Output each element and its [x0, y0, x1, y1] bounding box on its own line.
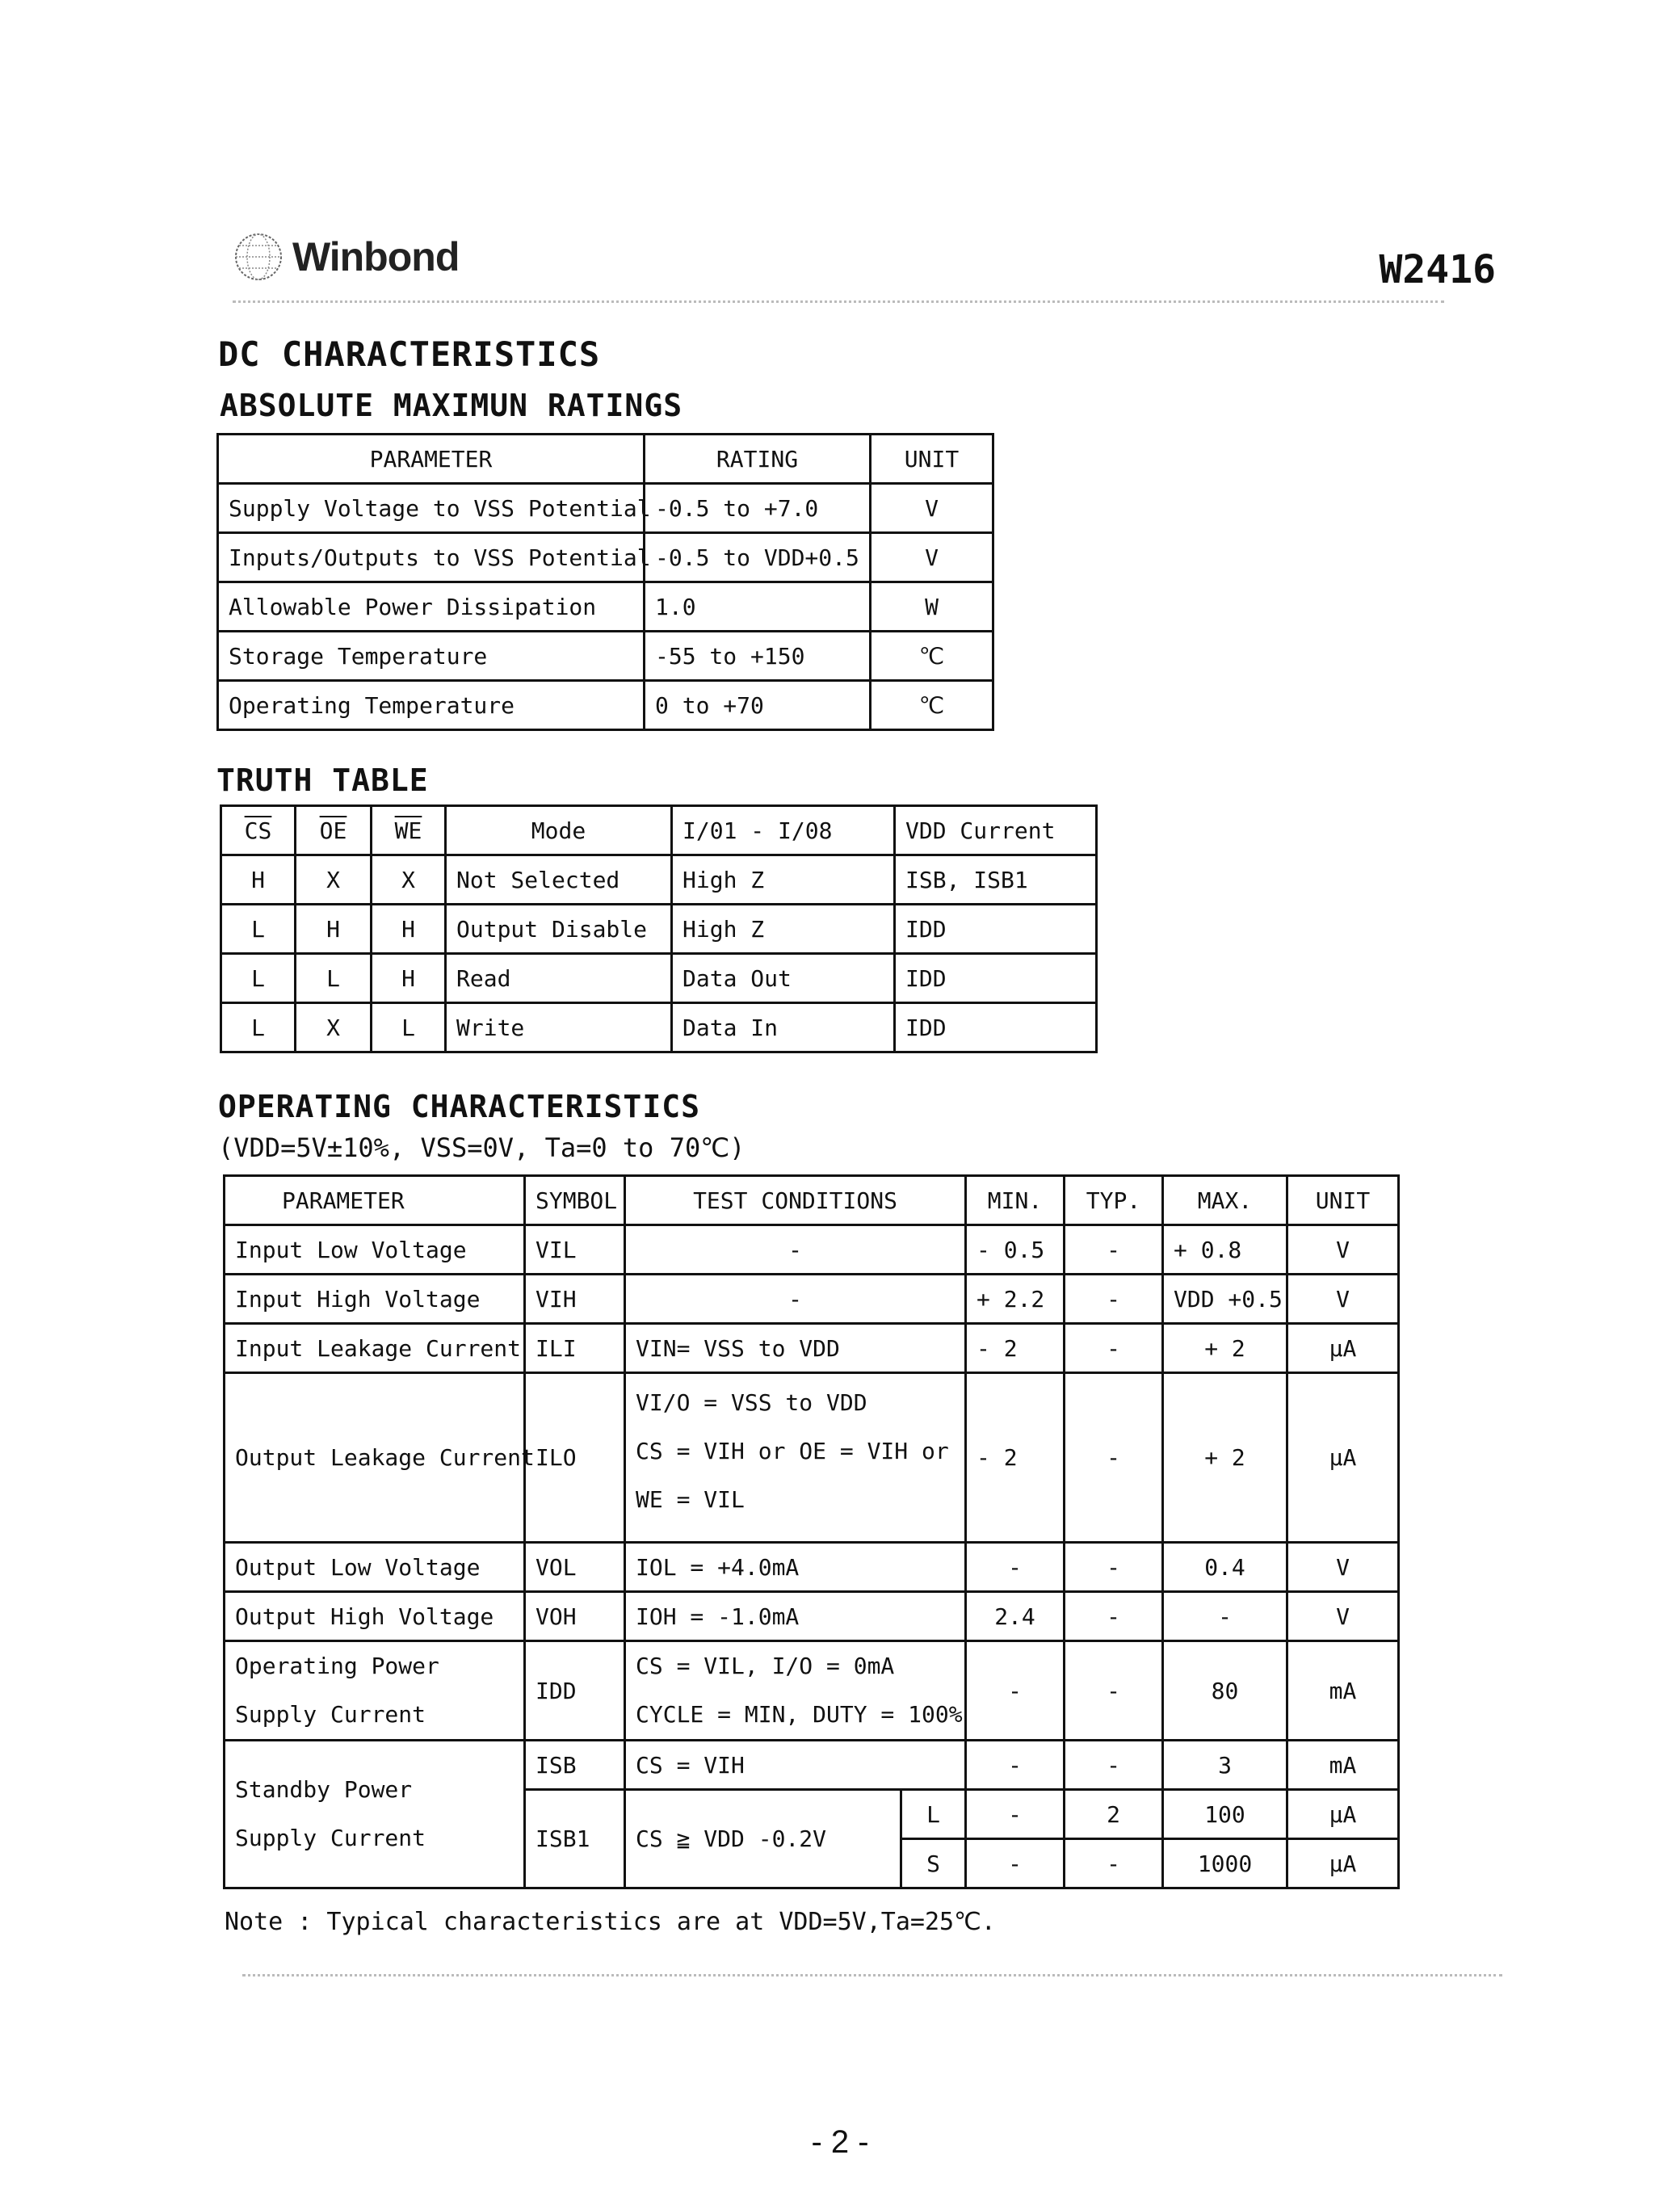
truth-table	[220, 804, 1098, 1053]
we-cell: H	[372, 905, 446, 954]
column-header-parameter: PARAMETER	[225, 1176, 525, 1225]
unit-cell: V	[871, 533, 993, 582]
typ-cell: 2	[1065, 1790, 1163, 1839]
column-header-symbol: SYMBOL	[525, 1176, 625, 1225]
table-row	[225, 1373, 1399, 1543]
symbol-cell: IDD	[525, 1641, 625, 1741]
conditions-cell: -	[625, 1275, 966, 1324]
column-header-io: I/01 - I/08	[672, 806, 895, 855]
column-header-min: MIN.	[966, 1176, 1065, 1225]
param-cell: Input High Voltage	[225, 1275, 525, 1324]
header-divider	[233, 300, 1444, 303]
param-cell: Input Leakage Current	[225, 1324, 525, 1373]
unit-cell: V	[871, 484, 993, 533]
typ-cell: -	[1065, 1373, 1163, 1543]
current-cell: IDD	[895, 954, 1097, 1003]
rating-cell: -55 to +150	[645, 632, 871, 681]
winbond-globe-icon	[233, 231, 284, 283]
operating-characteristics-title: OPERATING CHARACTERISTICS	[218, 1089, 700, 1124]
column-header-oe: $\overline{OE}$	[296, 806, 372, 855]
dc-characteristics-title: DC CHARACTERISTICS	[218, 334, 601, 374]
column-header-unit: UNIT	[1287, 1176, 1399, 1225]
rating-cell: -0.5 to +7.0	[645, 484, 871, 533]
table-header-row	[218, 435, 993, 484]
max-cell: 100	[1163, 1790, 1287, 1839]
column-header-max: MAX.	[1163, 1176, 1287, 1225]
condition-line: VI/O = VSS to VDD	[636, 1389, 867, 1416]
mode-cell: Write	[446, 1003, 672, 1052]
column-header-mode: Mode	[446, 806, 672, 855]
param-line: Operating Power	[235, 1653, 439, 1679]
column-header: PARAMETER	[218, 435, 645, 484]
typ-cell: -	[1065, 1275, 1163, 1324]
table-row	[218, 632, 993, 681]
mode-cell: Output Disable	[446, 905, 672, 954]
max-cell: 0.4	[1163, 1543, 1287, 1592]
table-row	[225, 1741, 1399, 1790]
max-cell: 1000	[1163, 1839, 1287, 1888]
param-cell: Input Low Voltage	[225, 1225, 525, 1275]
conditions-cell: VIN= VSS to VDD	[625, 1324, 966, 1373]
min-cell: -	[966, 1641, 1065, 1741]
table-row	[225, 1225, 1399, 1275]
unit-cell: V	[1287, 1543, 1399, 1592]
table-row	[221, 1003, 1097, 1052]
symbol-cell: ISB	[525, 1741, 625, 1790]
io-cell: Data In	[672, 1003, 895, 1052]
param-line: Standby Power	[235, 1776, 413, 1803]
column-header-cs: $\overline{CS}$	[221, 806, 296, 855]
conditions-cell: IOH = -1.0mA	[625, 1592, 966, 1641]
unit-cell: µA	[1287, 1839, 1399, 1888]
typ-cell: -	[1065, 1641, 1163, 1741]
brand-logo	[233, 231, 459, 283]
min-cell: - 0.5	[966, 1225, 1065, 1275]
table-row	[221, 905, 1097, 954]
param-cell: Storage Temperature	[218, 632, 645, 681]
max-cell: -	[1163, 1592, 1287, 1641]
param-cell: Allowable Power Dissipation	[218, 582, 645, 632]
table-row	[218, 681, 993, 730]
min-cell: - 2	[966, 1373, 1065, 1543]
max-cell: 3	[1163, 1741, 1287, 1790]
cs-cell: L	[221, 1003, 296, 1052]
operating-conditions: (VDD=5V±10%, VSS=0V, Ta=0 to 70℃)	[218, 1132, 746, 1163]
unit-cell: ℃	[871, 681, 993, 730]
we-cell: H	[372, 954, 446, 1003]
min-cell: -	[966, 1741, 1065, 1790]
condition-line: CYCLE = MIN, DUTY = 100%	[636, 1701, 963, 1728]
symbol-cell: VOL	[525, 1543, 625, 1592]
oe-cell: L	[296, 954, 372, 1003]
column-header-vdd-current: VDD Current	[895, 806, 1097, 855]
version-cell: L	[901, 1790, 966, 1839]
io-cell: High Z	[672, 905, 895, 954]
unit-cell: µA	[1287, 1373, 1399, 1543]
oe-cell: X	[296, 855, 372, 905]
current-cell: IDD	[895, 905, 1097, 954]
table-row	[225, 1543, 1399, 1592]
symbol-cell: VIL	[525, 1225, 625, 1275]
abs-max-title: ABSOLUTE MAXIMUN RATINGS	[220, 388, 683, 423]
max-cell: + 0.8	[1163, 1225, 1287, 1275]
min-cell: 2.4	[966, 1592, 1065, 1641]
rating-cell: -0.5 to VDD+0.5	[645, 533, 871, 582]
param-line: Supply Current	[235, 1701, 426, 1728]
table-row	[225, 1275, 1399, 1324]
table-header-row	[225, 1176, 1399, 1225]
symbol-cell: ILO	[525, 1373, 625, 1543]
conditions-cell: CS ≧ VDD -0.2V	[625, 1790, 901, 1888]
column-header: RATING	[645, 435, 871, 484]
page-number: - 2 -	[811, 2124, 869, 2160]
column-header-typ: TYP.	[1065, 1176, 1163, 1225]
table-row	[225, 1324, 1399, 1373]
unit-cell: V	[1287, 1275, 1399, 1324]
typ-cell: -	[1065, 1225, 1163, 1275]
symbol-cell: VOH	[525, 1592, 625, 1641]
mode-cell: Not Selected	[446, 855, 672, 905]
version-cell: S	[901, 1839, 966, 1888]
condition-line: WE = VIL	[636, 1486, 745, 1513]
current-cell: IDD	[895, 1003, 1097, 1052]
table-row	[221, 855, 1097, 905]
param-cell: Supply Voltage to VSS Potential	[218, 484, 645, 533]
footer-divider	[242, 1974, 1502, 1976]
table-header-row	[221, 806, 1097, 855]
conditions-cell: CS = VIH	[625, 1741, 966, 1790]
symbol-cell: ILI	[525, 1324, 625, 1373]
typical-note: Note : Typical characteristics are at VDD=5V,Ta=25℃.	[225, 1908, 996, 1936]
max-cell: 80	[1163, 1641, 1287, 1741]
unit-cell: W	[871, 582, 993, 632]
rating-cell: 0 to +70	[645, 681, 871, 730]
unit-cell: mA	[1287, 1641, 1399, 1741]
param-line: Supply Current	[235, 1825, 426, 1851]
unit-cell: mA	[1287, 1741, 1399, 1790]
conditions-cell: IOL = +4.0mA	[625, 1543, 966, 1592]
min-cell: - 2	[966, 1324, 1065, 1373]
unit-cell: ℃	[871, 632, 993, 681]
max-cell: VDD +0.5	[1163, 1275, 1287, 1324]
conditions-cell: -	[625, 1225, 966, 1275]
rating-cell: 1.0	[645, 582, 871, 632]
unit-cell: V	[1287, 1592, 1399, 1641]
io-cell: High Z	[672, 855, 895, 905]
brand-name: Winbond	[292, 234, 460, 279]
unit-cell: V	[1287, 1225, 1399, 1275]
condition-line: CS = VIL, I/O = 0mA	[636, 1653, 895, 1679]
table-row	[218, 582, 993, 632]
symbol-cell: ISB1	[525, 1790, 625, 1888]
min-cell: -	[966, 1543, 1065, 1592]
typ-cell: -	[1065, 1543, 1163, 1592]
column-header: UNIT	[871, 435, 993, 484]
conditions-cell	[625, 1641, 966, 1741]
param-cell	[225, 1741, 525, 1888]
param-cell: Output Low Voltage	[225, 1543, 525, 1592]
typ-cell: -	[1065, 1324, 1163, 1373]
param-cell: Operating Temperature	[218, 681, 645, 730]
truth-table-title: TRUTH TABLE	[216, 762, 429, 798]
part-number: W2416	[1379, 247, 1496, 292]
oe-cell: H	[296, 905, 372, 954]
operating-characteristics-table	[223, 1174, 1400, 1889]
symbol-cell: VIH	[525, 1275, 625, 1324]
table-row	[225, 1641, 1399, 1741]
param-cell	[225, 1641, 525, 1741]
unit-cell: µA	[1287, 1790, 1399, 1839]
mode-cell: Read	[446, 954, 672, 1003]
typ-cell: -	[1065, 1592, 1163, 1641]
cs-cell: L	[221, 905, 296, 954]
typ-cell: -	[1065, 1839, 1163, 1888]
column-header-test-conditions: TEST CONDITIONS	[625, 1176, 966, 1225]
max-cell: + 2	[1163, 1373, 1287, 1543]
cs-cell: H	[221, 855, 296, 905]
absolute-max-ratings-table	[216, 433, 994, 731]
table-row	[218, 484, 993, 533]
io-cell: Data Out	[672, 954, 895, 1003]
min-cell: + 2.2	[966, 1275, 1065, 1324]
max-cell: + 2	[1163, 1324, 1287, 1373]
oe-cell: X	[296, 1003, 372, 1052]
min-cell: -	[966, 1790, 1065, 1839]
we-cell: X	[372, 855, 446, 905]
unit-cell: µA	[1287, 1324, 1399, 1373]
column-header-we: $\overline{WE}$	[372, 806, 446, 855]
we-cell: L	[372, 1003, 446, 1052]
param-cell: Output Leakage Current	[225, 1373, 525, 1543]
param-cell: Output High Voltage	[225, 1592, 525, 1641]
min-cell: -	[966, 1839, 1065, 1888]
table-row	[218, 533, 993, 582]
param-cell: Inputs/Outputs to VSS Potential	[218, 533, 645, 582]
current-cell: ISB, ISB1	[895, 855, 1097, 905]
conditions-cell	[625, 1373, 966, 1543]
condition-line: CS = VIH or OE = VIH or	[636, 1438, 949, 1464]
cs-cell: L	[221, 954, 296, 1003]
table-row	[221, 954, 1097, 1003]
table-row	[225, 1592, 1399, 1641]
typ-cell: -	[1065, 1741, 1163, 1790]
